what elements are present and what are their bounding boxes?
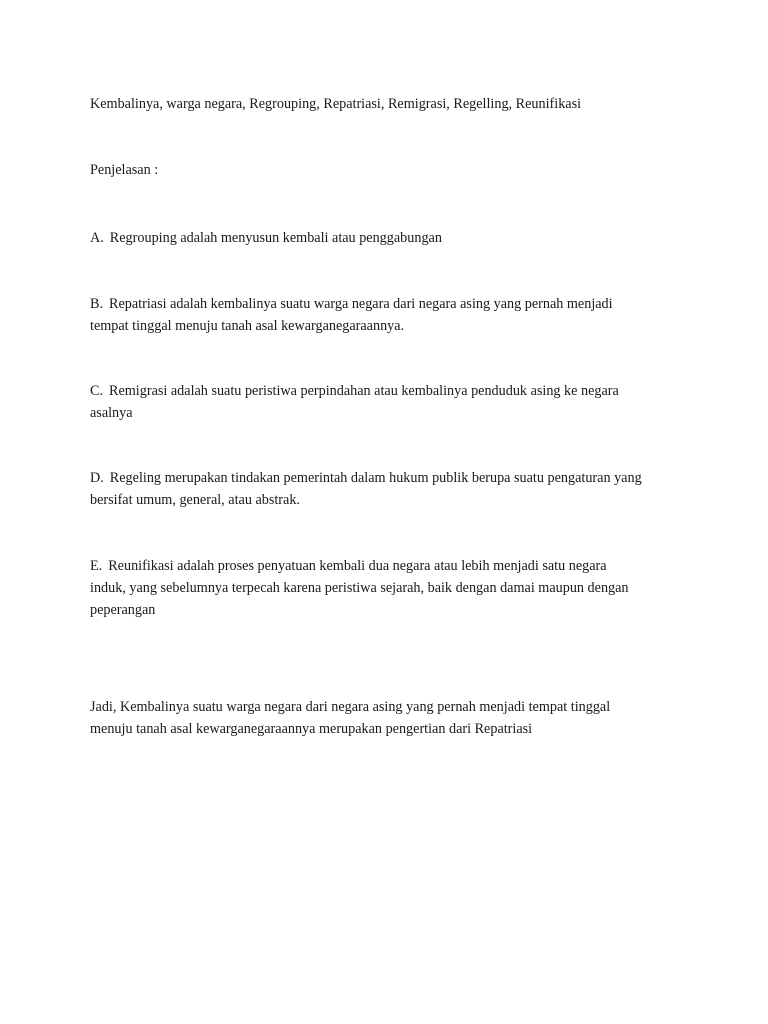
conclusion-line-2: menuju tanah asal kewarganegaraannya merupakan pengertian dari Repatriasi — [90, 721, 533, 737]
item-e — [90, 555, 690, 621]
item-d — [90, 467, 690, 511]
item-c-line-1 — [90, 380, 690, 402]
item-a-line-1 — [90, 227, 690, 249]
item-b-marker: B. — [90, 296, 104, 312]
item-d-text-1: Regeling merupakan tindakan pemerintah dalam hukum publik berupa suatu pengaturan yang — [109, 470, 642, 486]
item-c-line-2: asalnya — [90, 405, 133, 421]
item-a-text-1: Regrouping adalah menyusun kembali atau penggabungan — [109, 230, 442, 246]
item-e-line-3: peperangan — [90, 602, 156, 618]
item-b-text-1: Repatriasi adalah kembalinya suatu warga negara dari negara asing yang pernah menjadi — [109, 296, 613, 312]
item-c — [90, 380, 690, 424]
item-e-line-1 — [90, 555, 690, 577]
heading-text: Penjelasan : — [90, 162, 159, 178]
item-c-text-1: Remigrasi adalah suatu peristiwa perpindahan atau kembalinya penduduk asing ke negara — [109, 383, 619, 399]
item-b-line-2: tempat tinggal menuju tanah asal kewarganegaraannya. — [90, 318, 405, 334]
item-e-line-2: induk, yang sebelumnya terpecah karena peristiwa sejarah, baik dengan damai maupun dengan — [90, 580, 629, 596]
item-d-line-1 — [90, 467, 690, 489]
item-e-text-1: Reunifikasi adalah proses penyatuan kembali dua negara atau lebih menjadi satu negara — [108, 558, 607, 574]
conclusion — [90, 696, 690, 740]
conclusion-line-1: Jadi, Kembalinya suatu warga negara dari negara asing yang pernah menjadi tempat tinggal — [90, 699, 611, 715]
title-text: Kembalinya, warga negara, Regrouping, Repatriasi, Remigrasi, Regelling, Reunifikasi — [90, 96, 582, 112]
title-line — [90, 93, 690, 115]
item-b — [90, 293, 690, 337]
explanation-heading — [90, 159, 690, 181]
item-d-line-2: bersifat umum, general, atau abstrak. — [90, 492, 300, 508]
item-a-marker: A. — [90, 230, 104, 246]
item-b-line-1 — [90, 293, 690, 315]
item-c-marker: C. — [90, 383, 104, 399]
item-a — [90, 227, 690, 249]
item-e-marker: E. — [90, 558, 103, 574]
item-d-marker: D. — [90, 470, 104, 486]
